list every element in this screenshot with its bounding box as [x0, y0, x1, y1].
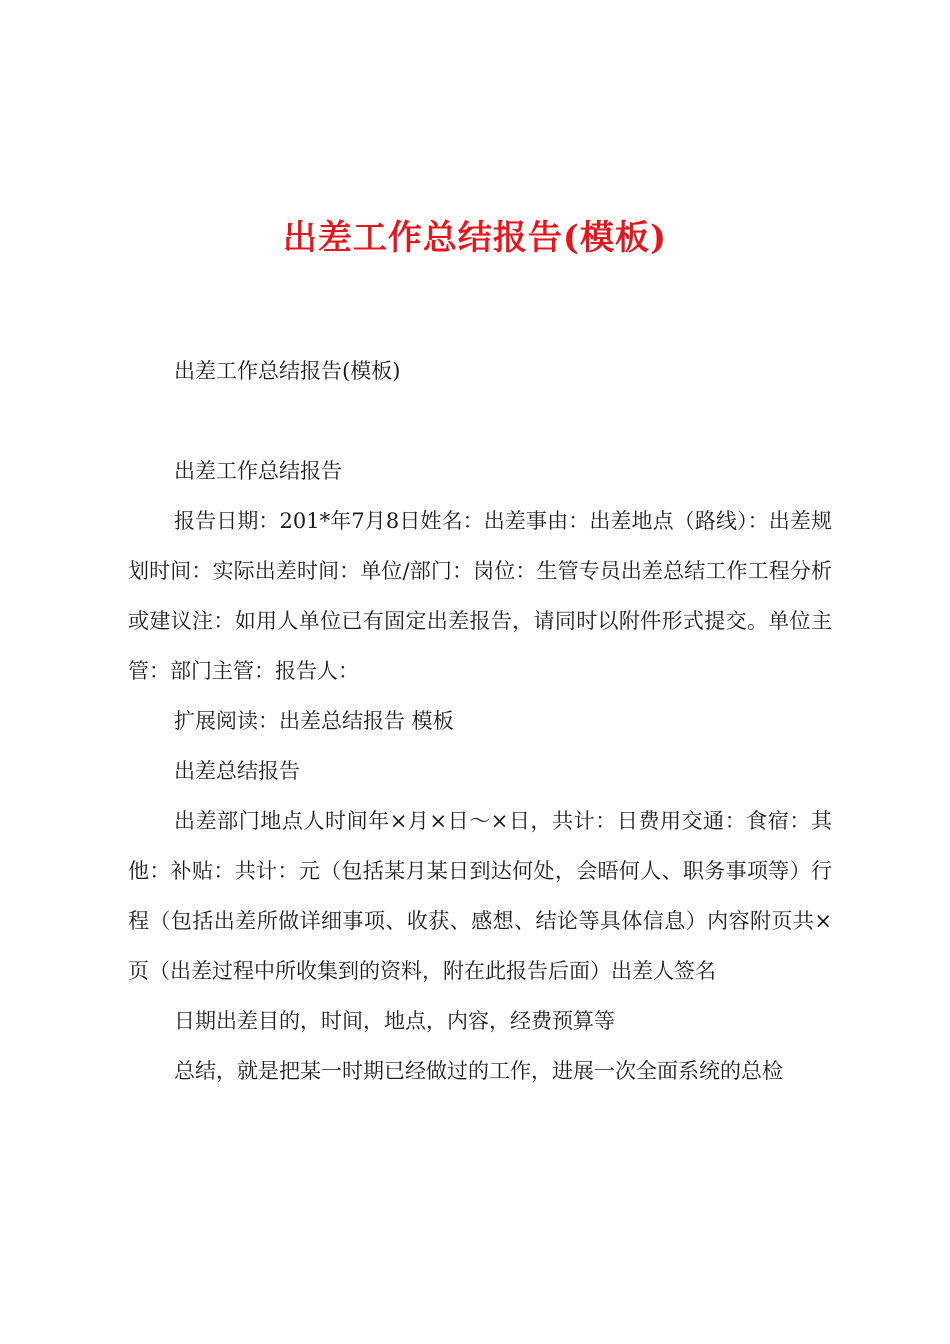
paragraph-extended-reading: 扩展阅读：出差总结报告 模板: [174, 709, 454, 733]
paragraph-subtitle: 出差工作总结报告(模板): [174, 359, 401, 383]
paragraph-trip-details: 出差部门地点人时间年×月×日～×日，共计：日费用交通：食宿：其他：补贴：共计：元（包括某月某日到达何处，会晤何人、职务事项等）行程（包括出差所做详细事项、收获、感想、结论等具体信息）内容附页共×页（出差过程中所收集到的资料，附在此报告后面）出差人签名: [128, 809, 832, 983]
paragraph-section-heading: 出差总结报告: [174, 759, 300, 783]
paragraph-trip-purpose: 日期出差目的，时间，地点，内容，经费预算等: [174, 1009, 615, 1033]
paragraph-heading: 出差工作总结报告: [174, 459, 342, 483]
document-body: [128, 346, 832, 1096]
paragraph-summary-intro: 总结，就是把某一时期已经做过的工作，进展一次全面系统的总检: [174, 1059, 783, 1083]
paragraph-report-fields: 报告日期：201*年7月8日姓名：出差事由：出差地点（路线）：出差规划时间：实际出差时间：单位/部门：岗位：生管专员出差总结工作工程分析或建议注：如用人单位已有固定出差报告，请同时以附件形式提交。单位主管：部门主管：报告人：: [128, 509, 832, 683]
document-title: 出差工作总结报告(模板): [282, 218, 668, 258]
